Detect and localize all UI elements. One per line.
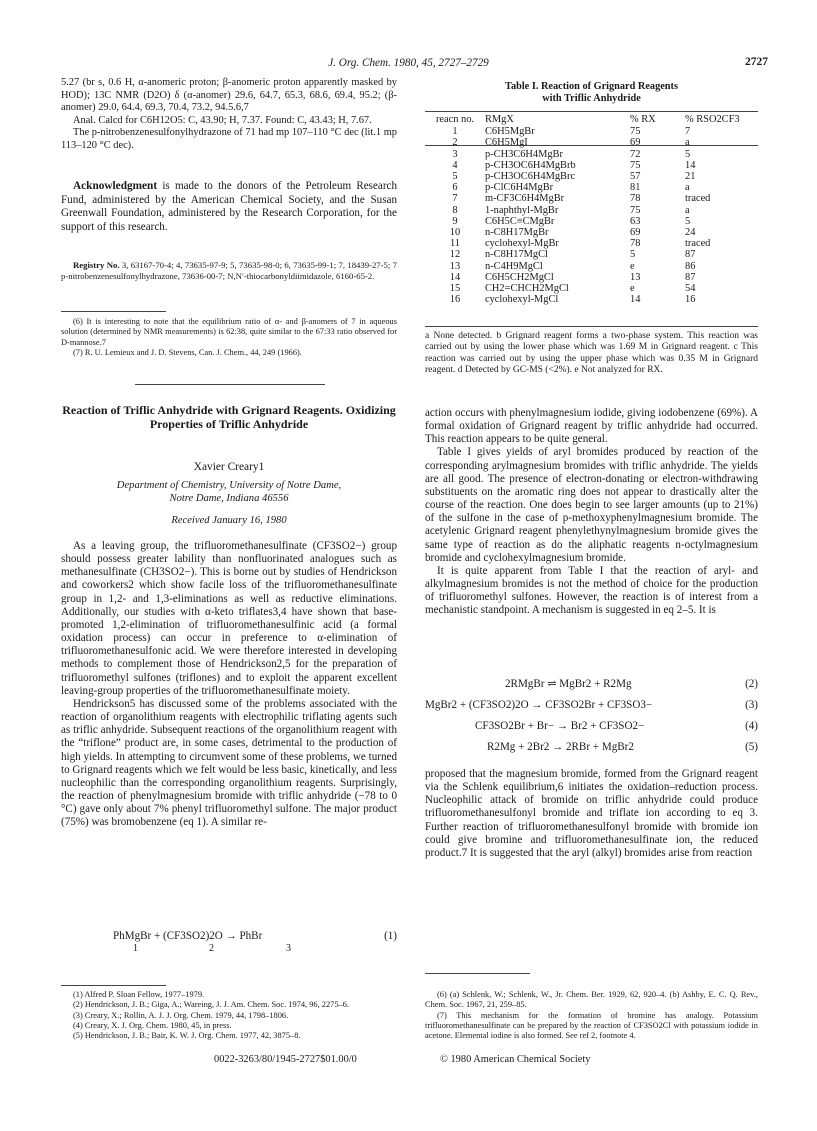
table-cell: 24 xyxy=(685,227,696,239)
previous-article-tail xyxy=(61,77,397,152)
table-cell: 11 xyxy=(449,238,460,250)
table-cell: cyclohexyl-MgCl xyxy=(485,294,559,306)
table-cell: n-C4H9MgCl xyxy=(485,260,543,272)
paragraph: action occurs with phenylmagnesium iodide, giving iodobenzene (69%). A formal oxidation of Grignard reagent by triflic anhydride had occurred. This reaction appears to be quite general. xyxy=(425,407,758,446)
table-cell: 86 xyxy=(685,260,696,272)
right-body-2: proposed that the magnesium bromide, formed from the Grignard reagent via the Schlenk equilibrium,6 initiates the oxidation–reduction process. Nucleophilic attack of bromide on triflic anhydride could produce trifluoromethanesulfonyl bromide and triflate ion according to eq 3. Further reaction of trifluoromethanesulfonyl bromide with bromide ion could give bromine and trifluoromethanesulfinate ion, the reduced product.7 It is suggested that the aryl (alkyl) bromides arise from reaction xyxy=(425,768,758,859)
table-cell: a xyxy=(685,204,690,216)
data-table xyxy=(425,114,758,305)
equation-3-number: (3) xyxy=(745,699,758,711)
table-cell: C6H5MgBr xyxy=(485,126,535,138)
article-divider xyxy=(135,384,325,385)
table-row xyxy=(425,261,758,272)
table-cell: 1 xyxy=(452,126,458,138)
equation-4-number: (4) xyxy=(745,720,758,732)
table-row xyxy=(425,149,758,160)
table-row xyxy=(425,160,758,171)
affiliation-line-1: Department of Chemistry, University of Notre Dame, xyxy=(116,480,342,491)
table-cell: 2 xyxy=(452,137,458,149)
footnote-divider xyxy=(61,311,166,312)
column-header: reacn no. xyxy=(435,114,475,125)
table-row xyxy=(425,126,758,137)
table-top-rule xyxy=(425,111,758,112)
table-caption xyxy=(425,81,758,105)
table-cell: 5 xyxy=(452,171,458,183)
paragraph: Table I gives yields of aryl bromides produced by reaction of the corresponding arylmagnesium bromides with triflic anhydride. The yields are all good. The presence of electron-donating or electron-withdrawing substituents on the aromatic ring does not appear to drastically alter the course of the reaction. One does begin to see larger amounts (up to 21%) of the sulfone in the case of p-methoxyphenylmagnesium bromide. The acetylenic Grignard reagent phenylethynylmagnesium bromide gives the same type of reaction as do the aliphatic reagents n-octylmagnesium bromide and cyclohexylmagnesium bromide. xyxy=(425,446,758,564)
table-cell: 81 xyxy=(630,182,641,194)
table-cell: 12 xyxy=(449,249,461,261)
equation-5-text: R2Mg + 2Br2 → 2RBr + MgBr2 xyxy=(487,741,634,753)
equation-5-number: (5) xyxy=(745,741,758,753)
footnote: (5) Hendrickson, J. B.; Bair, K. W. J. Org. Chem. 1977, 42, 3875–8. xyxy=(73,1031,301,1041)
table-cell: 13 xyxy=(449,260,461,272)
table-cell: 75 xyxy=(630,204,641,216)
page-number: 2727 xyxy=(745,56,768,68)
table-cell: 78 xyxy=(630,238,641,250)
table-cell: traced xyxy=(685,238,711,250)
column-header: % RX xyxy=(630,114,656,125)
table-cell: 69 xyxy=(630,227,641,239)
affiliation-line-2: Notre Dame, Indiana 46556 xyxy=(169,492,289,504)
table-cell: n-C8H17MgBr xyxy=(485,227,549,239)
equation-1 xyxy=(61,930,397,955)
table-cell: cyclohexyl-MgBr xyxy=(485,238,559,250)
table-cell: p-CH3OC6H4MgBrc xyxy=(485,171,576,183)
footnote: (6) (a) Schlenk, W.; Schlenk, W., Jr. Chem. Ber. 1929, 62, 920–4. (b) Ashby, E. C. Q. Rev., Chem. Soc. 1967, 21, 259–85. xyxy=(425,990,758,1010)
left-body xyxy=(61,540,397,829)
table-cell: p-CH3C6H4MgBr xyxy=(485,148,563,160)
table-row xyxy=(425,283,758,294)
table-cell: 7 xyxy=(685,126,691,138)
table-cell: 6 xyxy=(452,182,458,194)
compound-label: 1 xyxy=(133,942,138,954)
column-header: % RSO2CF3 xyxy=(685,114,740,125)
table-cell: CH2=CHCH2MgCl xyxy=(485,283,569,295)
footnote-divider xyxy=(61,985,166,986)
footnote: (4) Creary, X. J. Org. Chem. 1980, 45, in press. xyxy=(73,1020,232,1030)
table-header-rule xyxy=(425,145,758,146)
running-head: J. Org. Chem. 1980, 45, 2727–2729 xyxy=(328,57,489,69)
table-caption-line-1: Table I. Reaction of Grignard Reagents xyxy=(505,81,678,92)
table-cell: 13 xyxy=(630,271,641,283)
previous-footnotes xyxy=(61,317,397,358)
acknowledgment-heading: Acknowledgment xyxy=(73,180,158,192)
journal-code: 0022-3263/80/1945-2727$01.00/0 xyxy=(214,1054,357,1065)
table-cell: 57 xyxy=(630,171,641,183)
analysis-text: Anal. Calcd for C6H12O5: C, 43.90; H, 7.37. Found: C, 43.43; H, 7.67. xyxy=(73,114,372,126)
acknowledgment-text: is made to the donors of the Petroleum Research Fund, administered by the American Chemical Society, and the Susan Greenwall Foundation, administered by the Research Corporation, for the support of this research. xyxy=(61,180,397,233)
footnote: (6) It is interesting to note that the equilibrium ratio of α- and β-anomers of 7 in aqueous solution (determined by NMR measurements) is 62:38, quite similar to the 67:33 ratio observed for D-mannose.7 xyxy=(61,317,397,347)
footnote: (2) Hendrickson, J. B.; Giga, A.; Wareing, J. J. Am. Chem. Soc. 1974, 96, 2275–6. xyxy=(73,1000,349,1010)
table-cell: 14 xyxy=(685,159,696,171)
table-cell: 15 xyxy=(449,283,461,295)
table-cell: 9 xyxy=(452,215,458,227)
table-cell: 4 xyxy=(452,159,458,171)
table-row xyxy=(425,216,758,227)
table-cell: C6H5C≡CMgBr xyxy=(485,215,555,227)
footnote: (7) R. U. Lemieux and J. D. Stevens, Can. J. Chem., 44, 249 (1966). xyxy=(73,347,302,357)
table-row xyxy=(425,294,758,305)
equation-1-number: (1) xyxy=(384,930,397,942)
acknowledgment xyxy=(61,180,397,234)
table-cell: 16 xyxy=(685,294,696,306)
table-row xyxy=(425,205,758,216)
footnote: (3) Creary, X.; Rollin, A. J. J. Org. Chem. 1979, 44, 1798–1806. xyxy=(73,1010,289,1020)
table-cell: 87 xyxy=(685,271,696,283)
table-cell: 3 xyxy=(452,148,458,160)
table-row xyxy=(425,238,758,249)
equations xyxy=(425,678,758,762)
table-cell: 7 xyxy=(452,193,458,205)
table-cell: 5 xyxy=(630,249,636,261)
table-cell: a xyxy=(685,182,690,194)
table-cell: p-CH3OC6H4MgBrb xyxy=(485,159,576,171)
table-cell: e xyxy=(630,283,635,295)
equation-4-text: CF3SO2Br + Br− → Br2 + CF3SO2− xyxy=(475,720,645,732)
right-footnotes xyxy=(425,990,758,1041)
table-bottom-rule xyxy=(425,326,758,327)
table-cell: traced xyxy=(685,193,711,205)
table-cell: m-CF3C6H4MgBr xyxy=(485,193,565,205)
table-row xyxy=(425,227,758,238)
table-row xyxy=(425,182,758,193)
equation-3-text: MgBr2 + (CF3SO2)2O → CF3SO2Br + CF3SO3− xyxy=(425,699,653,711)
compound-label: 3 xyxy=(286,942,291,954)
table-cell: 75 xyxy=(630,159,641,171)
hydrazone-text: The p-nitrobenzenesulfonylhydrazone of 71 had mp 107–110 °C dec (lit.1 mp 113–120 °C dec). xyxy=(61,127,397,151)
column-header: RMgX xyxy=(485,114,514,125)
compound-label: 2 xyxy=(209,942,214,954)
paragraph: It is quite apparent from Table I that the reaction of aryl- and alkylmagnesium bromides is not the method of choice for the production of trifluoromethyl sulfones. However, the reaction is of interest from a mechanistic standpoint. A mechanism is suggested in eq 2–5. It is xyxy=(425,564,758,617)
registry-text: 3, 63167-70-4; 4, 73635-97-9; 5, 73635-98-0; 6, 73635-99-1; 7, 18439-27-5; 7 p-nitrobenzenesulfonylhydrazone, 73636-00-7; N,N′-thiocarbonyldiimidazole, 6160-65-2. xyxy=(61,260,397,281)
table-cell: n-C8H17MgCl xyxy=(485,249,548,261)
left-footnotes xyxy=(61,990,397,1041)
paragraph: As a leaving group, the trifluoromethanesulfinate (CF3SO2−) group should possess greater lability than nonfluorinated analogues such as methanesulfinate (CH3SO2−). This is borne out by studies of Hendrickson and coworkers2 which show facile loss of the trifluoromethanesulfinate group in 1,2- and 1,3-eliminations as well as reductive eliminations. Additionally, our studies with α-keto triflates3,4 have shown that base-promoted 1,2-elimination of trifluoromethanesulfinic acid (a formal oxidation process) can occur in preference to α-elimination of trifluoromethanesulfonic acid. We were therefore interested in developing methods to complement those of Hendrickson2,5 for the preparation of trifluoromethyl sulfones (triflones) and to exploit the apparent excellent leaving-group properties of the trifluoromethanesulfinate moiety. xyxy=(61,540,397,697)
received-date: Received January 16, 1980 xyxy=(171,515,287,526)
table-cell: 14 xyxy=(630,294,641,306)
article-title: Reaction of Triflic Anhydride with Grignard Reagents. Oxidizing Properties of Triflic Anhydride xyxy=(62,403,396,431)
affiliation xyxy=(61,480,397,505)
copyright: © 1980 American Chemical Society xyxy=(440,1054,591,1065)
paragraph: Hendrickson5 has discussed some of the problems associated with the reaction of organolithium reagents with electrophilic triflating agents such as triflic anhydride. Subsequent reactions of the organolithium reagent with the “triflone” product are, in some cases, detrimental to the production of high yields. In attempting to circumvent some of these problems, we turned to Grignard reagents which we felt would be less basic, kinetically, and less nucleophilic than the corresponding organolithium reagents. Surprisingly, the reaction of phenylmagnesium bromide with triflic anhydride (−78 to 0 °C) gave only about 7% phenyl trifluoromethyl sulfone. The major product (75%) was bromobenzene (eq 1). A similar re- xyxy=(61,697,397,829)
table-cell: e xyxy=(630,260,635,272)
table-cell: a xyxy=(685,137,690,149)
registry-heading: Registry No. xyxy=(73,260,120,270)
table-cell: C6H5CH2MgCl xyxy=(485,271,554,283)
footnote: (1) Alfred P. Sloan Fellow, 1977–1979. xyxy=(73,990,205,999)
table-cell: 5 xyxy=(685,215,691,227)
table-cell: C6H5MgI xyxy=(485,137,528,149)
table-row xyxy=(425,171,758,182)
table-cell: 87 xyxy=(685,249,696,261)
table-cell: 16 xyxy=(449,294,461,306)
table-row xyxy=(425,272,758,283)
table-cell: 5 xyxy=(685,148,691,160)
table-cell: 10 xyxy=(449,227,461,239)
table-cell: 21 xyxy=(685,171,696,183)
equation-1-text: PhMgBr + (CF3SO2)2O → PhBr xyxy=(113,930,263,942)
table-cell: 69 xyxy=(630,137,641,149)
table-cell: 1-naphthyl-MgBr xyxy=(485,204,559,216)
equation-2-text: 2RMgBr ⇌ MgBr2 + R2Mg xyxy=(505,678,632,690)
table-row xyxy=(425,137,758,148)
table-cell: 75 xyxy=(630,126,641,138)
registry-numbers xyxy=(61,260,397,282)
table-notes: a None detected. b Grignard reagent forms a two-phase system. This reaction was carried out by using the lower phase which was 1.69 M in Grignard reagent. c This reaction was carried out by using the upper phase which was 0.35 M in Grignard reagent. d Detected by GC-MS (<2%). e Not analyzed for RX. xyxy=(425,331,758,376)
table-row xyxy=(425,249,758,260)
table-cell: 8 xyxy=(452,204,458,216)
table-caption-line-2: with Triflic Anhydride xyxy=(542,93,641,105)
table-cell: p-ClC6H4MgBr xyxy=(485,182,554,194)
table-container xyxy=(425,114,758,305)
table-cell: 78 xyxy=(630,193,641,205)
footnote: (7) This mechanism for the formation of bromine has analogy. Potassium trifluoromethanesulfinate can be prepared by the reaction of CF3SO2Cl with potassium iodide in acetone. Elemental iodine is also formed. See ref 2, footnote 4. xyxy=(425,1010,758,1041)
nmr-data-text: 5.27 (br s, 0.6 H, α-anomeric proton; β-anomeric proton apparently masked by HOD); 13C NMR (D2O) δ (α-anomer) 29.6, 64.7, 65.3, 68.6, 69.4, 95.2; (β-anomer) 29.0, 64.4, 69.3, 70.4, 73.2, 94.5.6,7 xyxy=(61,77,397,114)
equation-2-number: (2) xyxy=(745,678,758,690)
table-cell: 54 xyxy=(685,283,696,295)
author: Xavier Creary1 xyxy=(193,461,265,473)
table-cell: 72 xyxy=(630,148,641,160)
table-row xyxy=(425,193,758,204)
right-body-1 xyxy=(425,407,758,618)
footnote-divider xyxy=(425,973,530,974)
table-cell: 14 xyxy=(449,271,461,283)
table-cell: 63 xyxy=(630,215,641,227)
